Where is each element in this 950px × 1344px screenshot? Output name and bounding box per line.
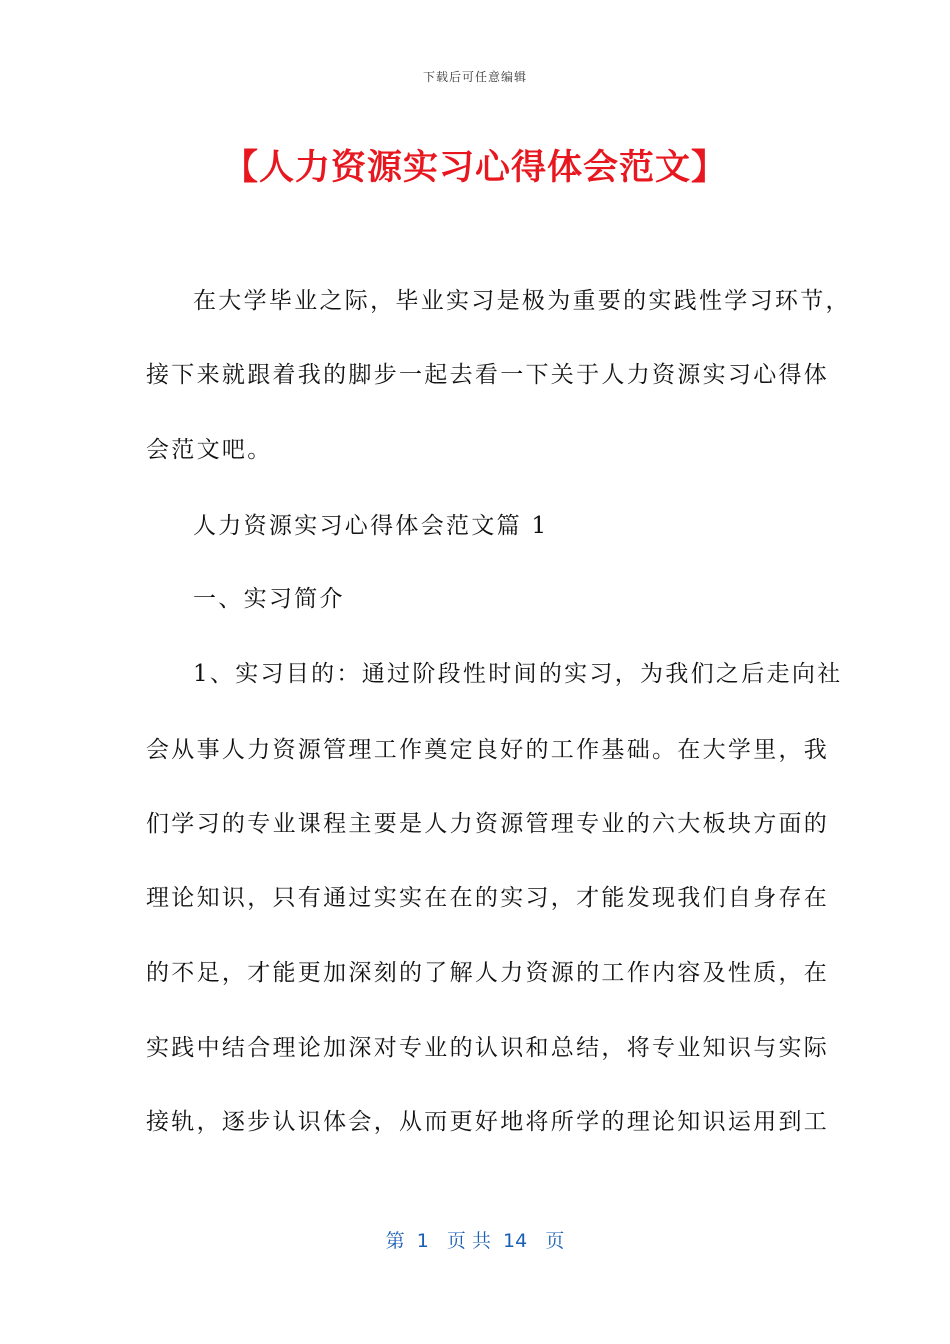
paragraph-line: 的不足，才能更加深刻的了解人力资源的工作内容及性质，在 <box>146 960 830 986</box>
paragraph-line: 在大学毕业之际，毕业实习是极为重要的实践性学习环节， <box>193 288 851 314</box>
paragraph-line: 们学习的专业课程主要是人力资源管理专业的六大板块方面的 <box>146 811 830 837</box>
paragraph-line: 会从事人力资源管理工作奠定良好的工作基础。在大学里，我 <box>146 737 830 763</box>
section-heading: 人力资源实习心得体会范文篇 1 <box>193 513 549 539</box>
subsection-heading: 一、实习简介 <box>193 586 345 612</box>
paragraph-line: 1、实习目的：通过阶段性时间的实习，为我们之后走向社 <box>193 661 843 687</box>
page-number-footer: 第 1 页 共 14 页 <box>385 1230 565 1252</box>
paragraph-line: 会范文吧。 <box>146 437 273 463</box>
document-title: 【人力资源实习心得体会范文】 <box>222 148 727 188</box>
paragraph-line: 实践中结合理论加深对专业的认识和总结，将专业知识与实际 <box>146 1035 830 1061</box>
paragraph-line: 接下来就跟着我的脚步一起去看一下关于人力资源实习心得体 <box>146 362 830 388</box>
paragraph-line: 理论知识，只有通过实实在在的实习，才能发现我们自身存在 <box>146 885 830 911</box>
header-note: 下载后可任意编辑 <box>422 70 527 84</box>
paragraph-line: 接轨，逐步认识体会，从而更好地将所学的理论知识运用到工 <box>146 1109 830 1135</box>
